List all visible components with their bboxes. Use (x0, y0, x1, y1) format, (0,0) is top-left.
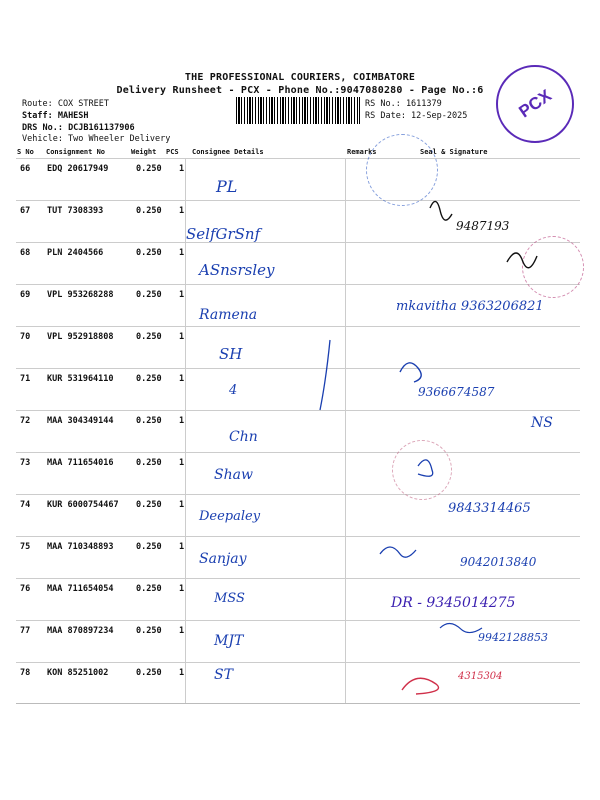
consignee-handwriting: MSS (214, 591, 245, 606)
pcs-cell: 1 (179, 626, 185, 636)
pcs-cell: 1 (179, 584, 185, 594)
col-header-seal: Seal & Signature (420, 148, 488, 156)
consignee-handwriting: Chn (229, 429, 258, 445)
consignee-handwriting: ST (214, 667, 233, 683)
signature-handwriting: 9843314465 (448, 501, 531, 516)
consignment-cell: KUR 6000754467 (47, 500, 119, 510)
consignee-handwriting: SelfGrSnf (186, 225, 261, 243)
signature-scribble (402, 678, 439, 694)
pcs-cell: 1 (179, 374, 185, 384)
signature-handwriting: DR - 9345014275 (391, 595, 516, 611)
signature-handwriting: mkavitha 9363206821 (396, 299, 544, 314)
col-header-consignment: Consignment No (46, 148, 106, 156)
consignment-cell: TUT 7308393 (47, 206, 104, 216)
consignment-cell: VPL 952918808 (47, 332, 114, 342)
signature-scribble (380, 547, 416, 557)
pcx-stamp: PCX (496, 65, 574, 143)
consignment-cell: VPL 953268288 (47, 290, 114, 300)
sno-cell: 75 (20, 542, 31, 552)
sno-cell: 76 (20, 584, 31, 594)
weight-cell: 0.250 (136, 248, 162, 258)
consignee-handwriting: 4 (229, 383, 238, 398)
col-header-pcs: PCS (166, 148, 179, 156)
signature-scribble (400, 363, 421, 382)
sno-cell: 72 (20, 416, 31, 426)
consignment-cell: KON 85251002 (47, 668, 109, 678)
sno-cell: 77 (20, 626, 31, 636)
consignee-handwriting: Sanjay (199, 551, 247, 567)
consignment-cell: MAA 304349144 (47, 416, 114, 426)
consignee-handwriting: PL (216, 177, 238, 196)
consignee-handwriting: SH (219, 345, 243, 363)
sno-cell: 67 (20, 206, 31, 216)
drs-field: DRS No.: DCJB161137906 (22, 123, 135, 133)
sno-cell: 69 (20, 290, 31, 300)
rs-date: RS Date: 12-Sep-2025 (365, 111, 468, 121)
sno-cell: 74 (20, 500, 31, 510)
weight-cell: 0.250 (136, 164, 162, 174)
weight-cell: 0.250 (136, 374, 162, 384)
consignment-cell: MAA 710348893 (47, 542, 114, 552)
consignee-handwriting: Deepaley (199, 509, 261, 524)
pcs-cell: 1 (179, 164, 185, 174)
consignee-handwriting: ASnsrsley (199, 261, 275, 279)
signature-handwriting: 4315304 (458, 671, 503, 682)
signature-scribble (418, 460, 433, 476)
sno-cell: 66 (20, 164, 31, 174)
consignment-cell: EDQ 20617949 (47, 164, 109, 174)
signature-handwriting: 9487193 (456, 219, 510, 233)
weight-cell: 0.250 (136, 626, 162, 636)
pcs-cell: 1 (179, 668, 185, 678)
signature-scribble (320, 340, 330, 410)
weight-cell: 0.250 (136, 290, 162, 300)
pcs-cell: 1 (179, 332, 185, 342)
weight-cell: 0.250 (136, 542, 162, 552)
consignment-cell: MAA 870897234 (47, 626, 114, 636)
weight-cell: 0.250 (136, 584, 162, 594)
weight-cell: 0.250 (136, 500, 162, 510)
pcs-cell: 1 (179, 542, 185, 552)
signature-handwriting: 9042013840 (460, 555, 537, 569)
signature-handwriting: 9942128853 (478, 631, 548, 644)
weight-cell: 0.250 (136, 332, 162, 342)
sno-cell: 70 (20, 332, 31, 342)
staff-field: Staff: MAHESH (22, 111, 89, 121)
pcs-cell: 1 (179, 500, 185, 510)
consignee-handwriting: Ramena (199, 307, 258, 323)
sno-cell: 71 (20, 374, 31, 384)
pcs-cell: 1 (179, 248, 185, 258)
company-title: THE PROFESSIONAL COURIERS, COIMBATORE (184, 72, 416, 83)
weight-cell: 0.250 (136, 416, 162, 426)
signature-scribble (440, 623, 482, 632)
pcs-cell: 1 (179, 206, 185, 216)
runsheet-subtitle: Delivery Runsheet - PCX - Phone No.:9047080280 - Page No.:6 (116, 85, 484, 96)
col-header-weight: Weight (131, 148, 157, 156)
col-header-consignee: Consignee Details (192, 148, 264, 156)
col-header-remarks: Remarks (347, 148, 377, 156)
signature-handwriting: 9366674587 (418, 385, 495, 399)
sno-cell: 73 (20, 458, 31, 468)
col-header-sno: S No (17, 148, 34, 156)
consignee-handwriting: MJT (214, 633, 244, 649)
weight-cell: 0.250 (136, 668, 162, 678)
signature-scribble (507, 253, 537, 268)
pcs-cell: 1 (179, 416, 185, 426)
consignment-cell: PLN 2404566 (47, 248, 104, 258)
signature-scribble (430, 201, 452, 220)
consignment-cell: MAA 711654054 (47, 584, 114, 594)
consignment-cell: KUR 531964110 (47, 374, 114, 384)
sno-cell: 68 (20, 248, 31, 258)
consignment-cell: MAA 711654016 (47, 458, 114, 468)
consignee-handwriting: Shaw (214, 467, 253, 483)
rs-number: RS No.: 1611379 (365, 99, 442, 109)
pcs-cell: 1 (179, 458, 185, 468)
signature-handwriting: NS (531, 415, 553, 431)
sno-cell: 78 (20, 668, 31, 678)
weight-cell: 0.250 (136, 458, 162, 468)
pcs-cell: 1 (179, 290, 185, 300)
vehicle-label: Vehicle: Two Wheeler Delivery (22, 134, 171, 144)
weight-cell: 0.250 (136, 206, 162, 216)
route-label: Route: COX STREET (22, 99, 109, 109)
